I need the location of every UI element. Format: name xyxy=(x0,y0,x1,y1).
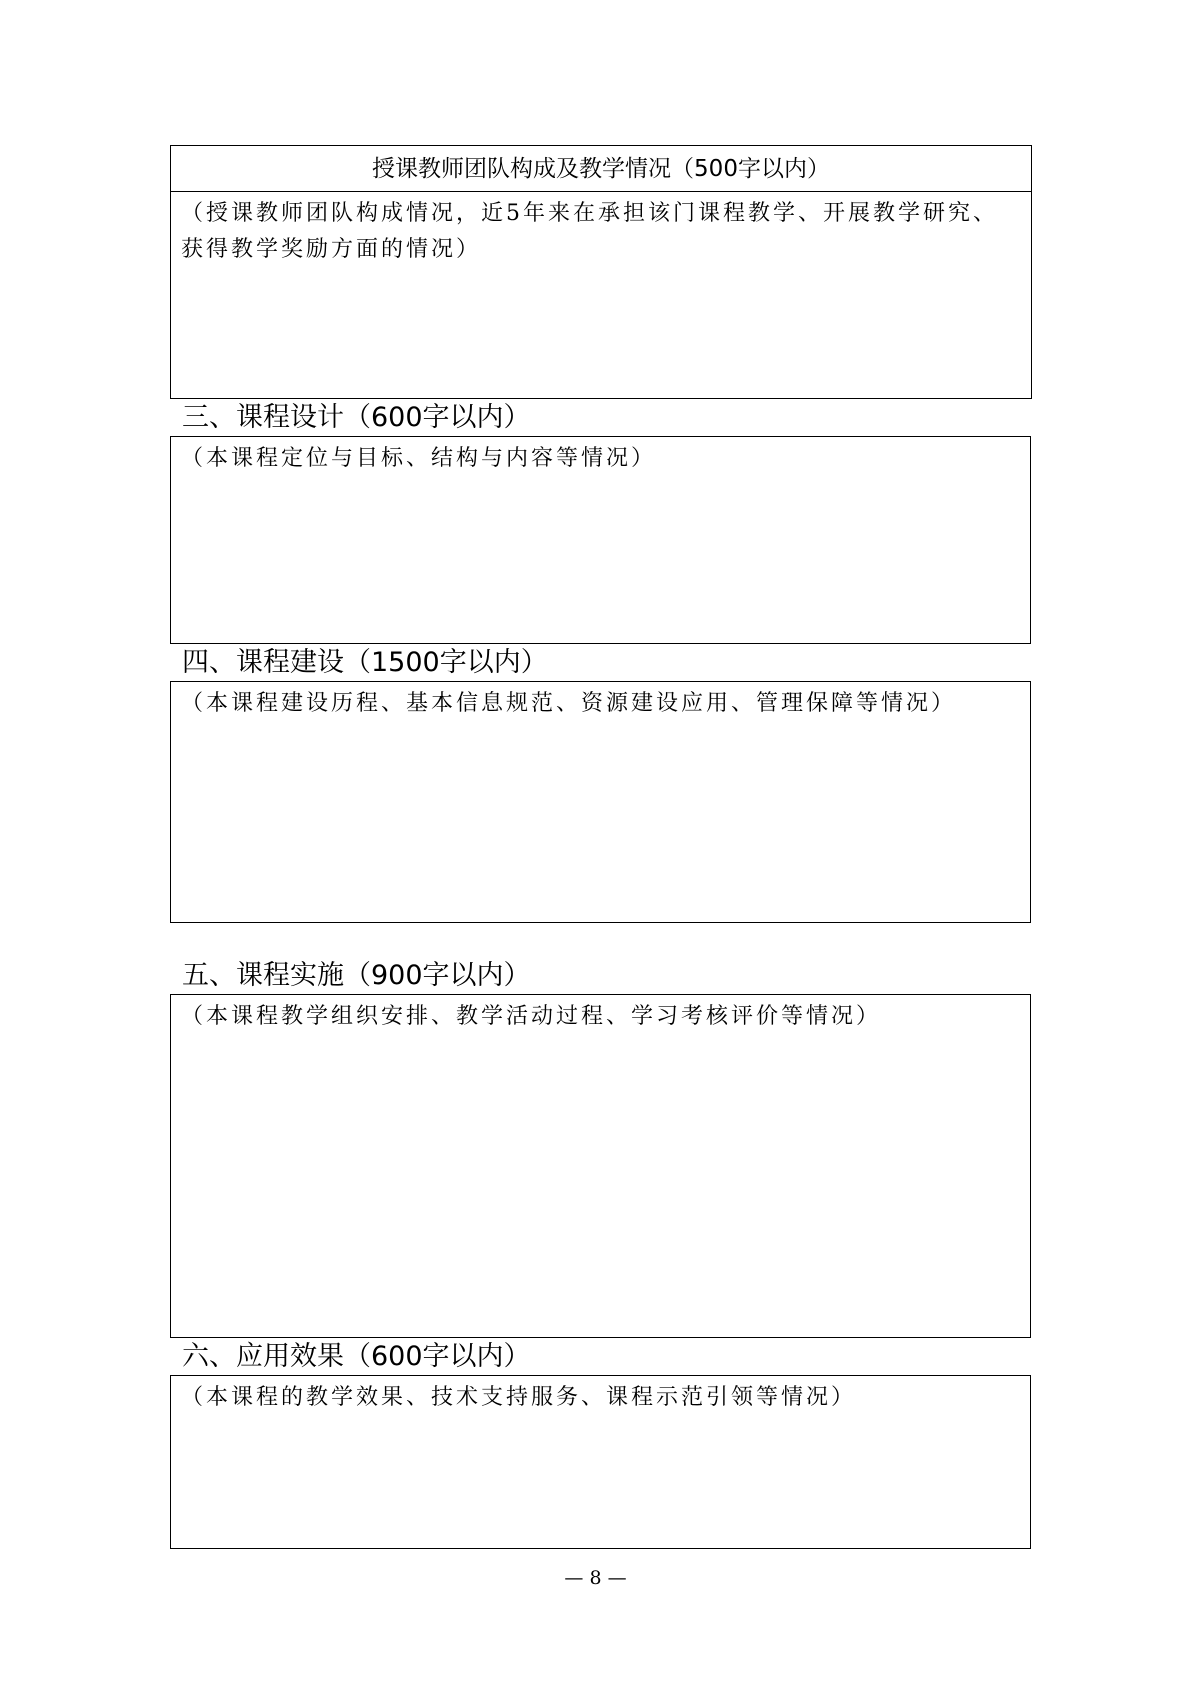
construction-section-box xyxy=(170,681,1031,923)
effect-section-hint: （本课程的教学效果、技术支持服务、课程示范引领等情况） xyxy=(181,1385,857,1410)
page-number: — 8 — xyxy=(564,1567,627,1589)
design-section-box xyxy=(170,436,1031,644)
implementation-section-box xyxy=(170,994,1031,1338)
section-title-implementation: 五、课程实施（900字以内） xyxy=(182,960,531,991)
team-section-box xyxy=(170,145,1032,399)
effect-section-box xyxy=(170,1375,1031,1549)
design-section-hint: （本课程定位与目标、结构与内容等情况） xyxy=(181,446,657,471)
section-title-design: 三、课程设计（600字以内） xyxy=(182,402,531,433)
section-title-effect: 六、应用效果（600字以内） xyxy=(182,1341,531,1372)
implementation-section-hint: （本课程教学组织安排、教学活动过程、学习考核评价等情况） xyxy=(181,1004,882,1029)
team-section-header: 授课教师团队构成及教学情况（500字以内） xyxy=(171,146,1031,192)
section-title-construction: 四、课程建设（1500字以内） xyxy=(182,647,548,678)
team-section-hint: （授课教师团队构成情况，近5年来在承担该门课程教学、开展教学研究、获得教学奖励方面的情况） xyxy=(181,201,998,262)
construction-section-hint: （本课程建设历程、基本信息规范、资源建设应用、管理保障等情况） xyxy=(181,691,957,716)
